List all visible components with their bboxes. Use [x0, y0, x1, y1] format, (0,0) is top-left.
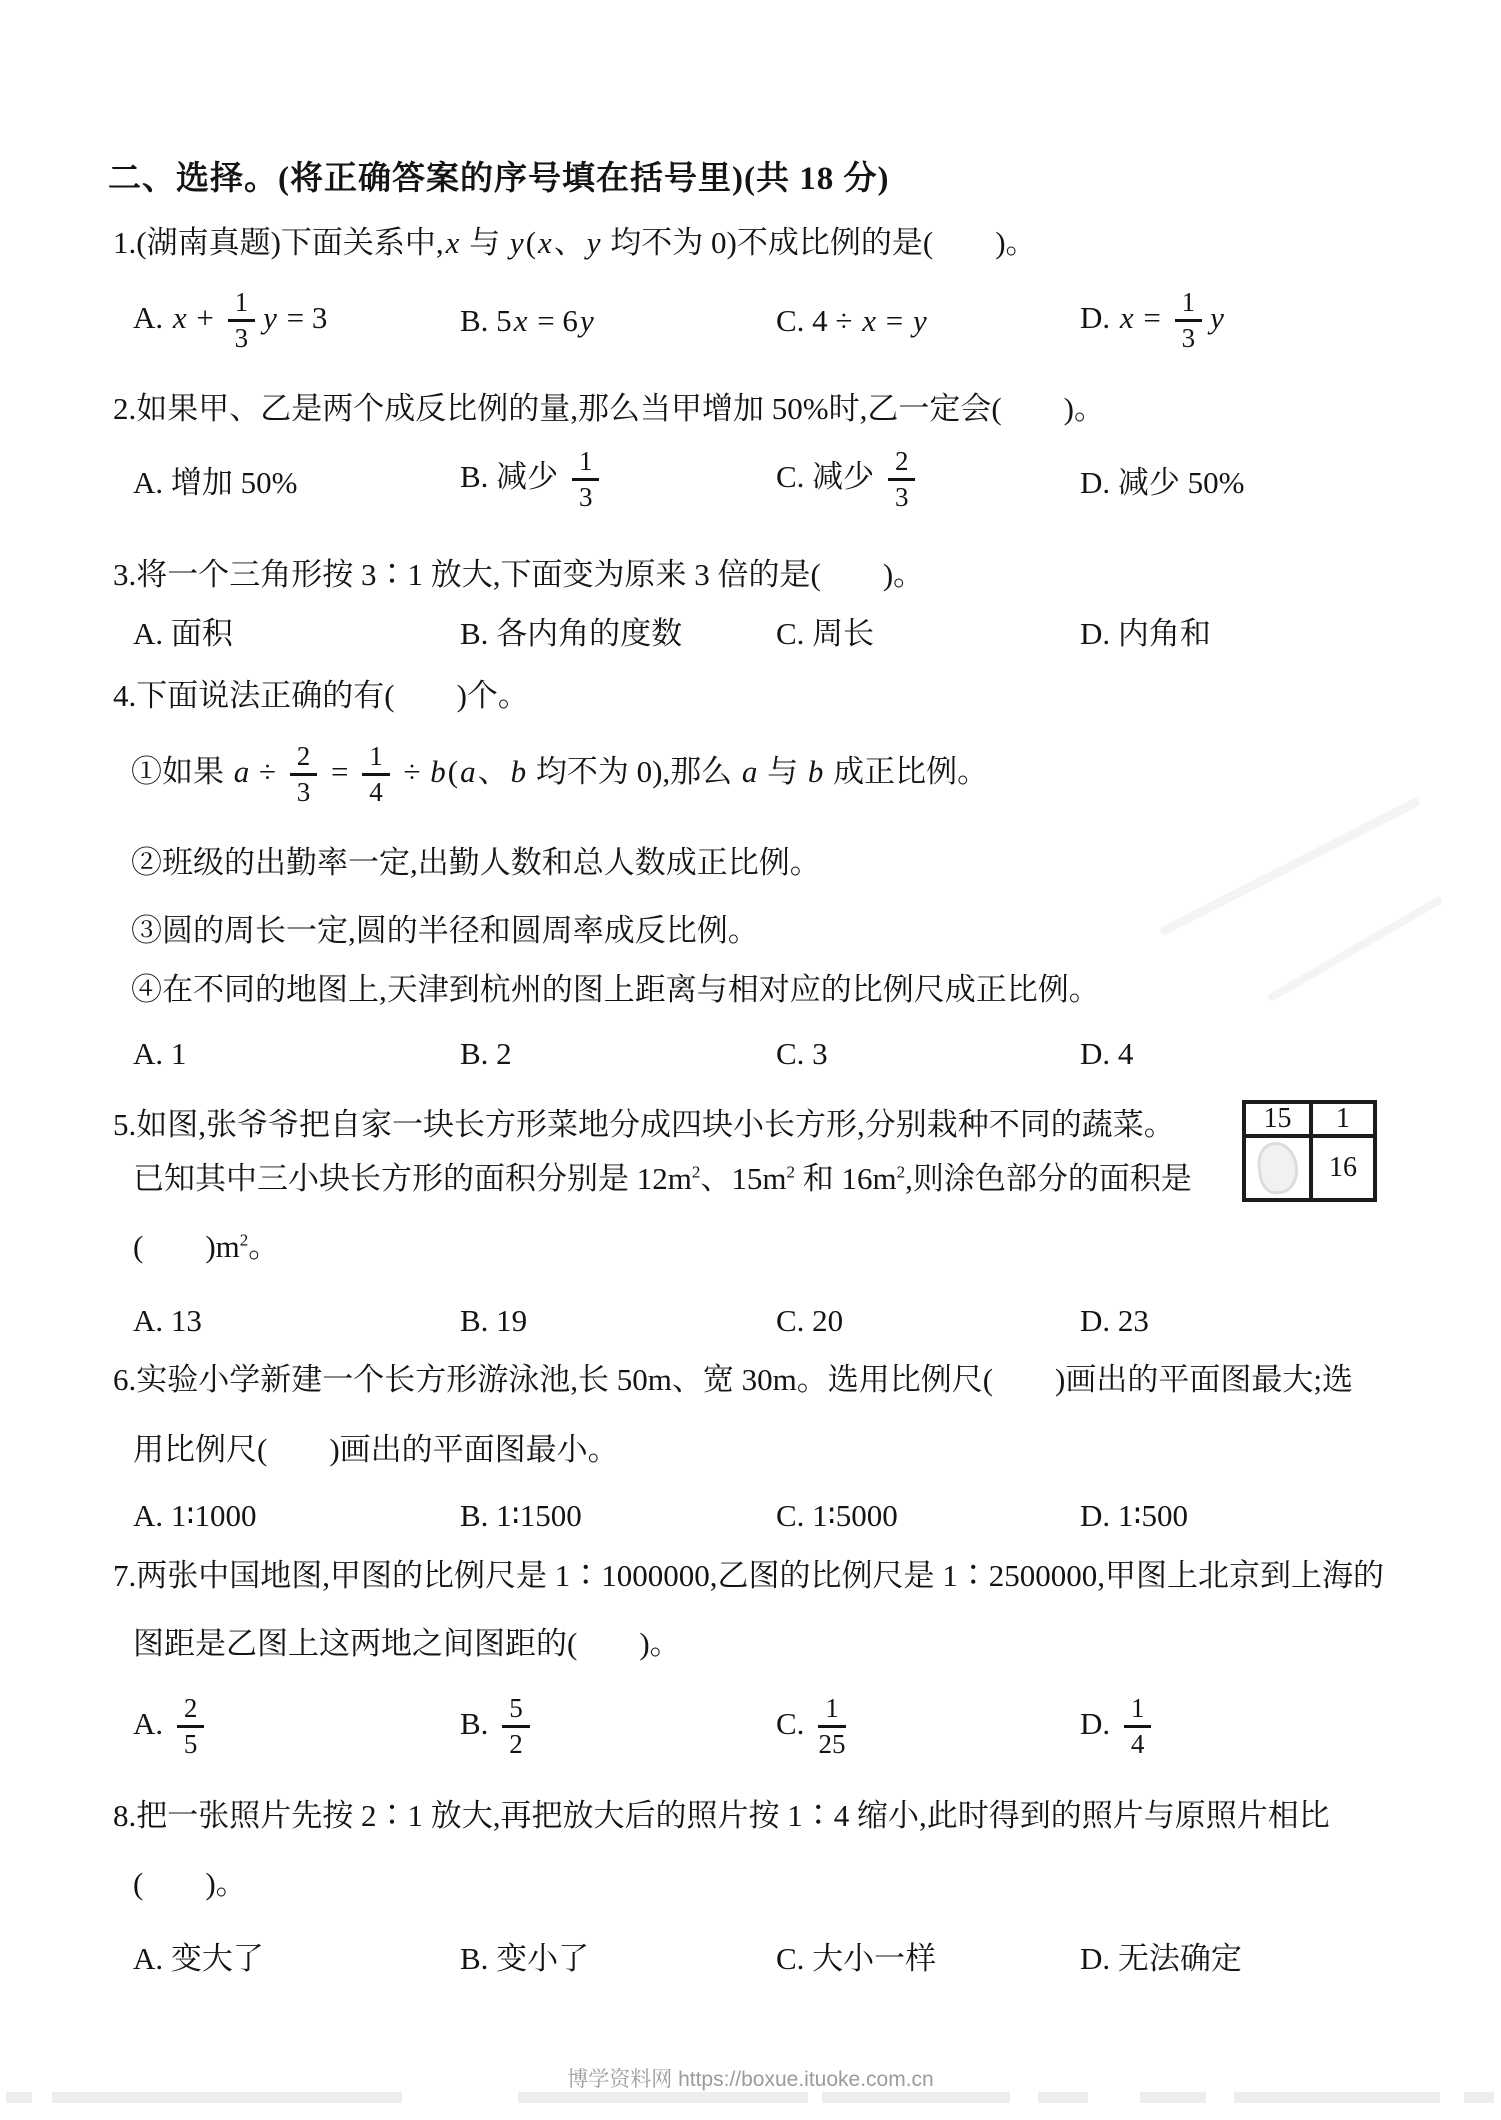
- q3-options: [133, 608, 1453, 653]
- q3-option-a: A. 面积: [133, 616, 233, 651]
- math-variable: y: [509, 225, 524, 260]
- fraction: $\frac{5}{2}$: [502, 1694, 530, 1759]
- q6-stem-line-1: 6.实验小学新建一个长方形游泳池,长 50m、宽 30m。选用比例尺( )画出的平面图最大;选: [113, 1362, 1353, 1397]
- q8-stem-line-1: 8.把一张照片先按 2∶1 放大,再把放大后的照片按 1∶4 缩小,此时得到的照片与原照片相比: [113, 1798, 1330, 1833]
- q8-stem-line-2: ( )。: [133, 1866, 247, 1901]
- q4-option-d: D. 4: [1080, 1036, 1134, 1071]
- q3-option-d: D. 内角和: [1080, 616, 1211, 651]
- q1-option-b: B. 5x = 6y: [460, 302, 594, 338]
- q3-option-b: B. 各内角的度数: [460, 616, 683, 651]
- q8-options: [133, 1933, 1453, 1978]
- math-variable: a: [233, 753, 250, 789]
- diagram-cell-top-right: 1: [1313, 1104, 1373, 1138]
- q8-option-b: B. 变小了: [460, 1941, 590, 1976]
- q4-item-2: ②班级的出勤率一定,出勤人数和总人数成正比例。: [131, 845, 821, 880]
- q6-options: [133, 1498, 1453, 1534]
- q1-option-a: A. x + $\frac{1}{3}$ y = 3: [133, 287, 328, 354]
- q4-stem: 4.下面说法正确的有( )个。: [113, 678, 529, 713]
- math-variable: y: [1210, 299, 1224, 335]
- q6-option-d: D. 1∶500: [1080, 1498, 1188, 1533]
- q2-option-d: D. 减少 50%: [1080, 465, 1245, 501]
- q3-option-c: C. 周长: [776, 616, 875, 651]
- scan-band-segment: [1038, 2092, 1088, 2103]
- scan-artifact: [1266, 896, 1443, 1003]
- fraction: $\frac{1}{25}$: [818, 1693, 846, 1760]
- math-variable: y: [263, 299, 277, 335]
- math-variable: y: [912, 302, 927, 338]
- diagram-cell-bottom-right: 16: [1329, 1152, 1357, 1183]
- q5-option-c: C. 20: [776, 1303, 844, 1338]
- q8-option-c: C. 大小一样: [776, 1941, 937, 1976]
- math-variable: y: [579, 302, 594, 338]
- scan-band-segment: [52, 2092, 402, 2103]
- fraction: $\frac{1}{3}$: [1175, 288, 1203, 353]
- fraction: $\frac{2}{5}$: [177, 1694, 205, 1759]
- q6-option-a: A. 1∶1000: [133, 1498, 257, 1533]
- math-variable: y: [586, 225, 601, 260]
- q8-option-d: D. 无法确定: [1080, 1941, 1242, 1976]
- math-variable: b: [430, 753, 446, 789]
- math-variable: x: [513, 302, 528, 338]
- superscript: 2: [896, 1162, 906, 1182]
- scan-band-segment: [518, 2092, 808, 2103]
- math-variable: x: [538, 225, 552, 260]
- scan-band-segment: [1140, 2092, 1206, 2103]
- scan-band-segment: [822, 2092, 1010, 2103]
- scan-band-segment: [6, 2092, 32, 2103]
- fraction: $\frac{1}{4}$: [362, 742, 390, 807]
- q4-item-4: ④在不同的地图上,天津到杭州的图上距离与相对应的比例尺成正比例。: [131, 972, 1100, 1007]
- math-variable: x: [862, 302, 876, 338]
- fraction: $\frac{2}{3}$: [290, 742, 318, 807]
- fraction: $\frac{1}{4}$: [1124, 1694, 1152, 1759]
- q7-stem-line-1: 7.两张中国地图,甲图的比例尺是 1∶1000000,乙图的比例尺是 1∶2500000,甲图上北京到上海的: [113, 1558, 1384, 1593]
- scan-artifact: [1159, 797, 1421, 937]
- fraction: $\frac{1}{3}$: [228, 288, 256, 353]
- q5-garden-diagram: [1242, 1100, 1377, 1202]
- q6-stem-line-2: 用比例尺( )画出的平面图最小。: [133, 1432, 619, 1467]
- math-variable: x: [172, 299, 187, 335]
- q7-option-d: D. $\frac{1}{4}$: [1080, 1694, 1453, 1759]
- q7-stem-line-2: 图距是乙图上这两地之间图距的( )。: [133, 1626, 681, 1661]
- q2-options: [133, 447, 1453, 512]
- math-variable: x: [445, 225, 460, 260]
- fraction: $\frac{1}{3}$: [572, 447, 600, 512]
- q4-option-b: B. 2: [460, 1036, 512, 1071]
- shaded-region: [1254, 1140, 1300, 1196]
- q1-options: [133, 288, 1453, 353]
- q6-option-b: B. 1∶1500: [460, 1498, 582, 1533]
- q4-options: [133, 1036, 1453, 1072]
- q5-stem-line-1: 5.如图,张爷爷把自家一块长方形菜地分成四块小长方形,分别栽种不同的蔬菜。: [113, 1107, 1175, 1142]
- q5-option-d: D. 23: [1080, 1303, 1149, 1338]
- q7-option-a: A. $\frac{2}{5}$: [133, 1694, 460, 1759]
- q7-option-b: B. $\frac{5}{2}$: [460, 1694, 776, 1759]
- q4-item-3: ③圆的周长一定,圆的半径和圆周率成反比例。: [131, 913, 759, 948]
- q5-stem-line-2: 已知其中三小块长方形的面积分别是 $12m^2$、$15m^2$ 和 $16m^2$,则涂色部分的面积是: [133, 1161, 1192, 1196]
- q8-option-a: A. 变大了: [133, 1941, 264, 1976]
- q2-option-b: B. 减少 $\frac{1}{3}$: [460, 447, 776, 512]
- math-variable: a: [460, 753, 476, 789]
- fraction: $\frac{2}{3}$: [888, 447, 916, 512]
- q4-option-c: C. 3: [776, 1036, 828, 1071]
- superscript: 2: [786, 1162, 796, 1182]
- q6-option-c: C. 1∶5000: [776, 1498, 898, 1533]
- q7-options: [133, 1694, 1453, 1759]
- math-variable: b: [510, 753, 527, 789]
- q7-option-c: C. $\frac{1}{25}$: [776, 1693, 846, 1760]
- scan-band-segment: [1464, 2092, 1494, 2103]
- diagram-cell-top-left: 15: [1246, 1104, 1313, 1138]
- math-variable: b: [807, 753, 824, 789]
- q5-option-a: A. 13: [133, 1303, 202, 1338]
- q3-stem: 3.将一个三角形按 3∶1 放大,下面变为原来 3 倍的是( )。: [113, 557, 925, 592]
- scan-bottom-band: [0, 2092, 1501, 2104]
- superscript: 2: [691, 1162, 701, 1182]
- scan-band-segment: [1234, 2092, 1440, 2103]
- q2-stem: 2.如果甲、乙是两个成反比例的量,那么当甲增加 50%时,乙一定会( )。: [113, 391, 1105, 426]
- q4-option-a: A. 1: [133, 1036, 187, 1071]
- q2-option-a: A. 增加 50%: [133, 465, 298, 501]
- q1-stem: 1.(湖南真题)下面关系中,x 与 y(x、y 均不为 0)不成比例的是( )。: [113, 225, 1037, 260]
- math-variable: x: [1119, 299, 1134, 335]
- q5-stem-line-3: ( )$m^2$。: [133, 1229, 280, 1264]
- q5-options: [133, 1303, 1453, 1339]
- q4-item-1: ①如果 a ÷ $\frac{2}{3}$ = $\frac{1}{4}$ ÷ b(a、b 均不为 0),那么 a 与 b 成正比例。: [131, 741, 989, 808]
- superscript: 2: [239, 1230, 249, 1250]
- math-variable: a: [741, 753, 758, 789]
- q1-option-c: C. 4 ÷ x = y: [776, 302, 927, 338]
- diagram-cell-shaded: [1246, 1138, 1313, 1198]
- section-title: 二、选择。(将正确答案的序号填在括号里)(共 18 分): [108, 161, 890, 197]
- q2-option-c: C. 减少 $\frac{2}{3}$: [776, 447, 1080, 512]
- watermark-footer: 博学资料网 https://boxue.ituoke.com.cn: [567, 2068, 934, 2091]
- q5-option-b: B. 19: [460, 1303, 528, 1338]
- q1-option-d: D. x = $\frac{1}{3}$ y: [1080, 287, 1224, 354]
